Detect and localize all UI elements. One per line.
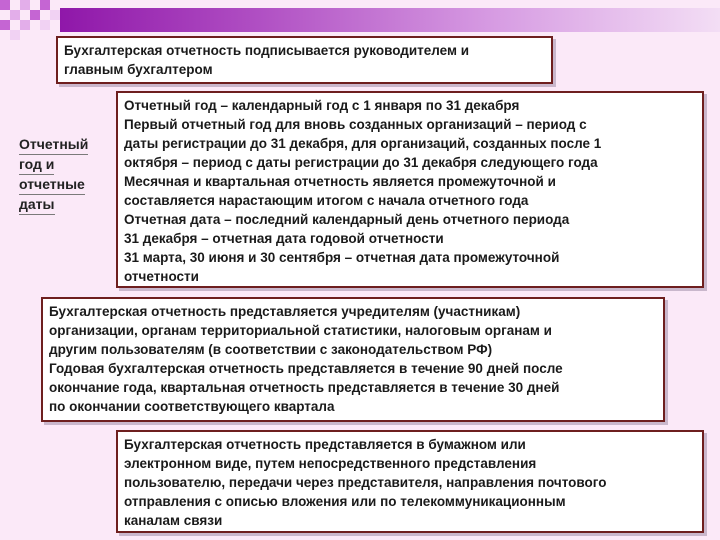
box-line: отправления с описью вложения или по телекоммуникационным — [124, 494, 566, 509]
box-line: пользователю, передачи через представителя, направления почтового — [124, 475, 607, 490]
box-line: Первый отчетный год для вновь созданных организаций – период с — [124, 117, 587, 132]
box-line: Месячная и квартальная отчетность является промежуточной и — [124, 174, 556, 189]
header-band — [60, 8, 720, 32]
box-line: Отчетный год – календарный год с 1 января по 31 декабря — [124, 98, 520, 113]
label-line: отчетные — [19, 175, 85, 195]
box-line: Бухгалтерская отчетность представляется в бумажном или — [124, 437, 526, 452]
box-line: другим пользователям (в соответствии с законодательством РФ) — [49, 342, 493, 357]
box-line: Годовая бухгалтерская отчетность представляется в течение 90 дней после — [49, 361, 563, 376]
submission-recipients-box — [41, 297, 665, 422]
box-line: Бухгалтерская отчетность представляется учредителям (участникам) — [49, 304, 521, 319]
label-line: Отчетный — [19, 135, 88, 155]
box-line: даты регистрации до 31 декабря, для организаций, созданных после 1 — [124, 136, 602, 151]
box-line: окончание года, квартальная отчетность представляется в течение 30 дней — [49, 380, 560, 395]
box-line: по окончании соответствующего квартала — [49, 399, 335, 414]
box-line: каналам связи — [124, 513, 223, 528]
box-line: главным бухгалтером — [64, 62, 213, 77]
label-line: даты — [19, 195, 55, 215]
submission-methods-box — [116, 430, 704, 533]
box-line: составляется нарастающим итогом с начала отчетного года — [124, 193, 529, 208]
box-line: электронном виде, путем непосредственного представления — [124, 456, 537, 471]
box-line: 31 марта, 30 июня и 30 сентября – отчетная дата промежуточной — [124, 250, 560, 265]
box-line: организации, органам территориальной статистики, налоговым органам и — [49, 323, 552, 338]
box-line: октября – период с даты регистрации до 31 декабря следующего года — [124, 155, 598, 170]
box-line: Бухгалтерская отчетность подписывается руководителем и — [64, 43, 470, 58]
signature-requirement-box — [56, 36, 553, 84]
box-line: отчетности — [124, 269, 199, 284]
reporting-dates-box — [116, 91, 704, 288]
box-line: Отчетная дата – последний календарный день отчетного периода — [124, 212, 570, 227]
label-line: год и — [19, 155, 54, 175]
box-line: 31 декабря – отчетная дата годовой отчетности — [124, 231, 444, 246]
reporting-year-label — [19, 135, 109, 215]
